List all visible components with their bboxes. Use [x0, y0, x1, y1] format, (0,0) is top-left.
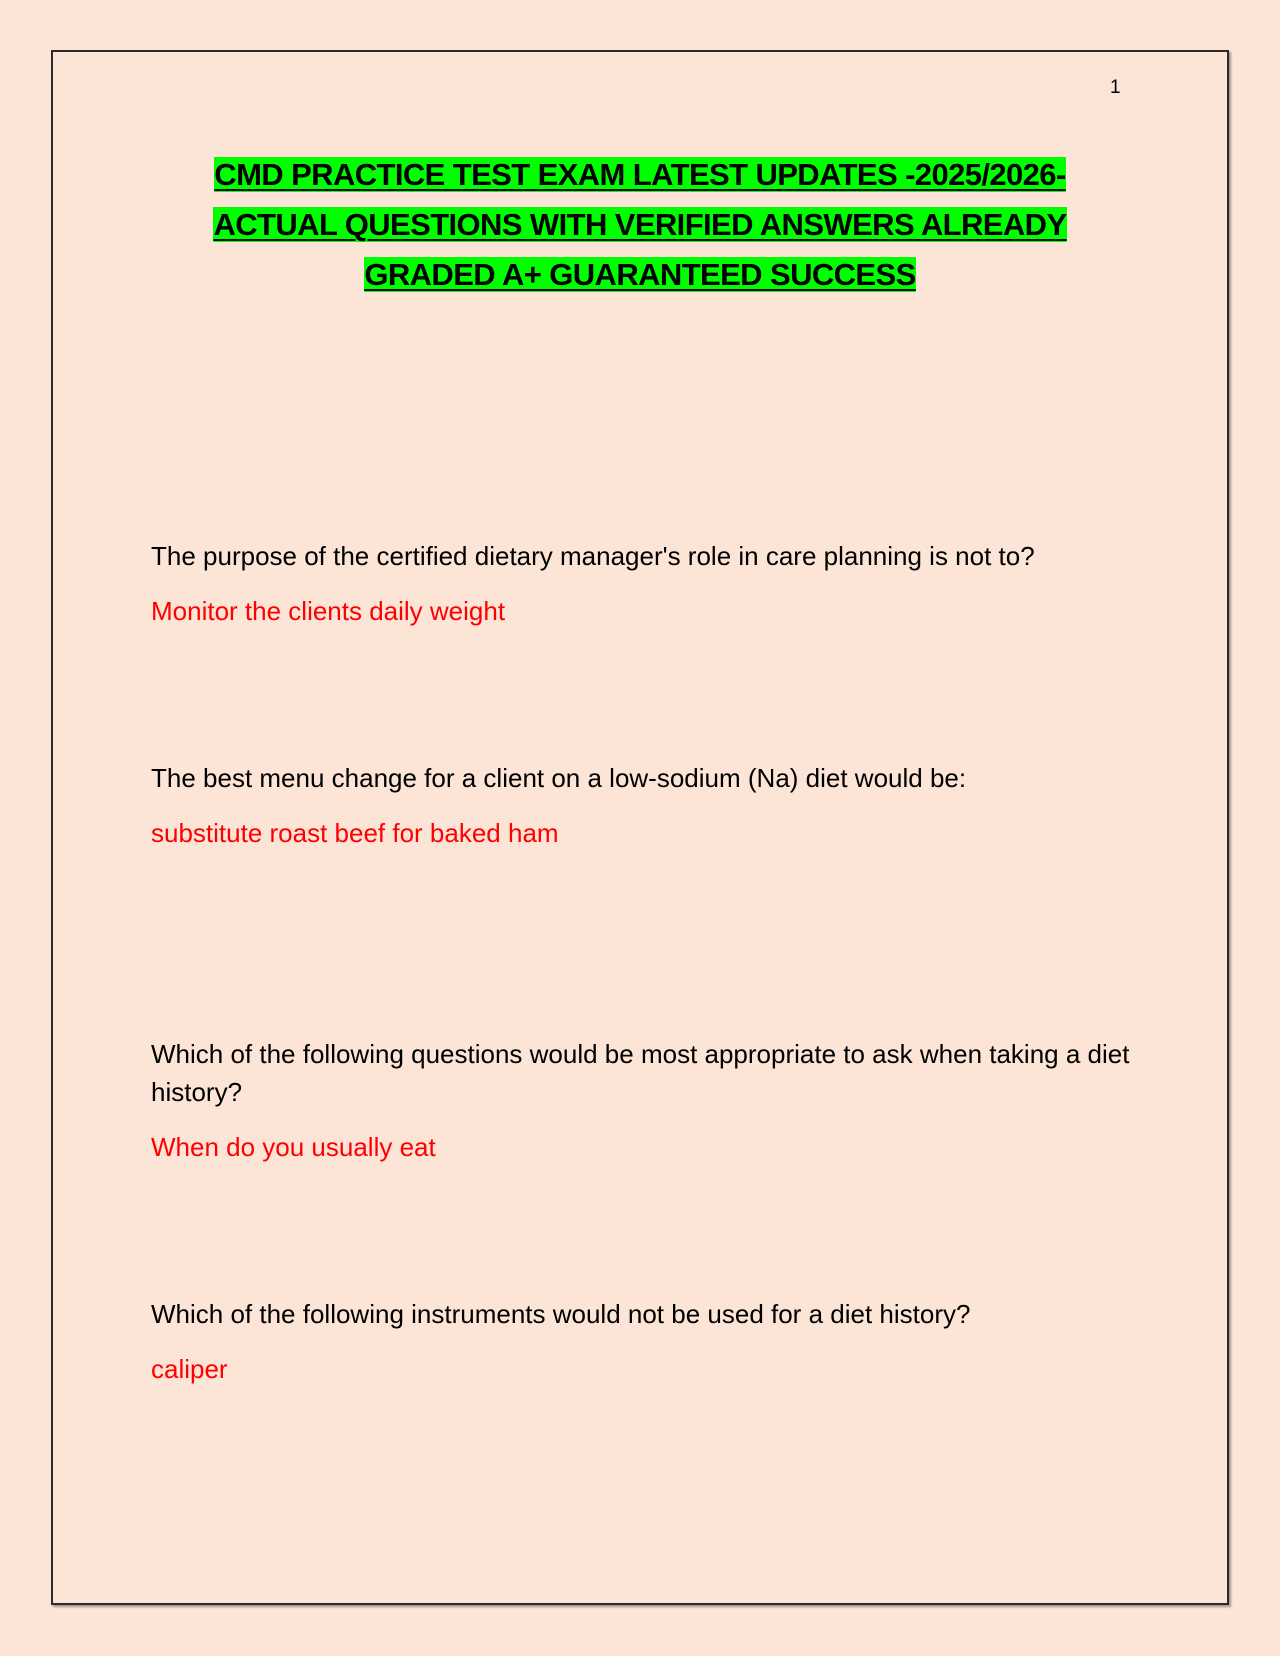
document-title: [150, 150, 1130, 300]
qa-item-4: [151, 1295, 1141, 1388]
question-text: Which of the following instruments would not be used for a diet history?: [151, 1299, 971, 1329]
title-line-2: ACTUAL QUESTIONS WITH VERIFIED ANSWERS ALREADY: [213, 207, 1067, 242]
answer-text: Monitor the clients daily weight: [151, 596, 506, 626]
answer-text: When do you usually eat: [151, 1132, 436, 1162]
qa-item-1: [151, 537, 1141, 630]
qa-item-3: [151, 1035, 1141, 1166]
answer-text: caliper: [151, 1354, 228, 1384]
question-text: The purpose of the certified dietary manager's role in care planning is not to?: [151, 541, 1035, 571]
qa-item-2: [151, 759, 1141, 852]
question-text: The best menu change for a client on a low-sodium (Na) diet would be:: [151, 763, 967, 793]
title-line-3: GRADED A+ GUARANTEED SUCCESS: [364, 257, 916, 292]
title-line-1: CMD PRACTICE TEST EXAM LATEST UPDATES -2025/2026-: [214, 157, 1066, 192]
page-number: 1: [1110, 77, 1121, 98]
answer-text: substitute roast beef for baked ham: [151, 818, 559, 848]
question-text: Which of the following questions would be most appropriate to ask when taking a diet history?: [151, 1039, 1130, 1107]
